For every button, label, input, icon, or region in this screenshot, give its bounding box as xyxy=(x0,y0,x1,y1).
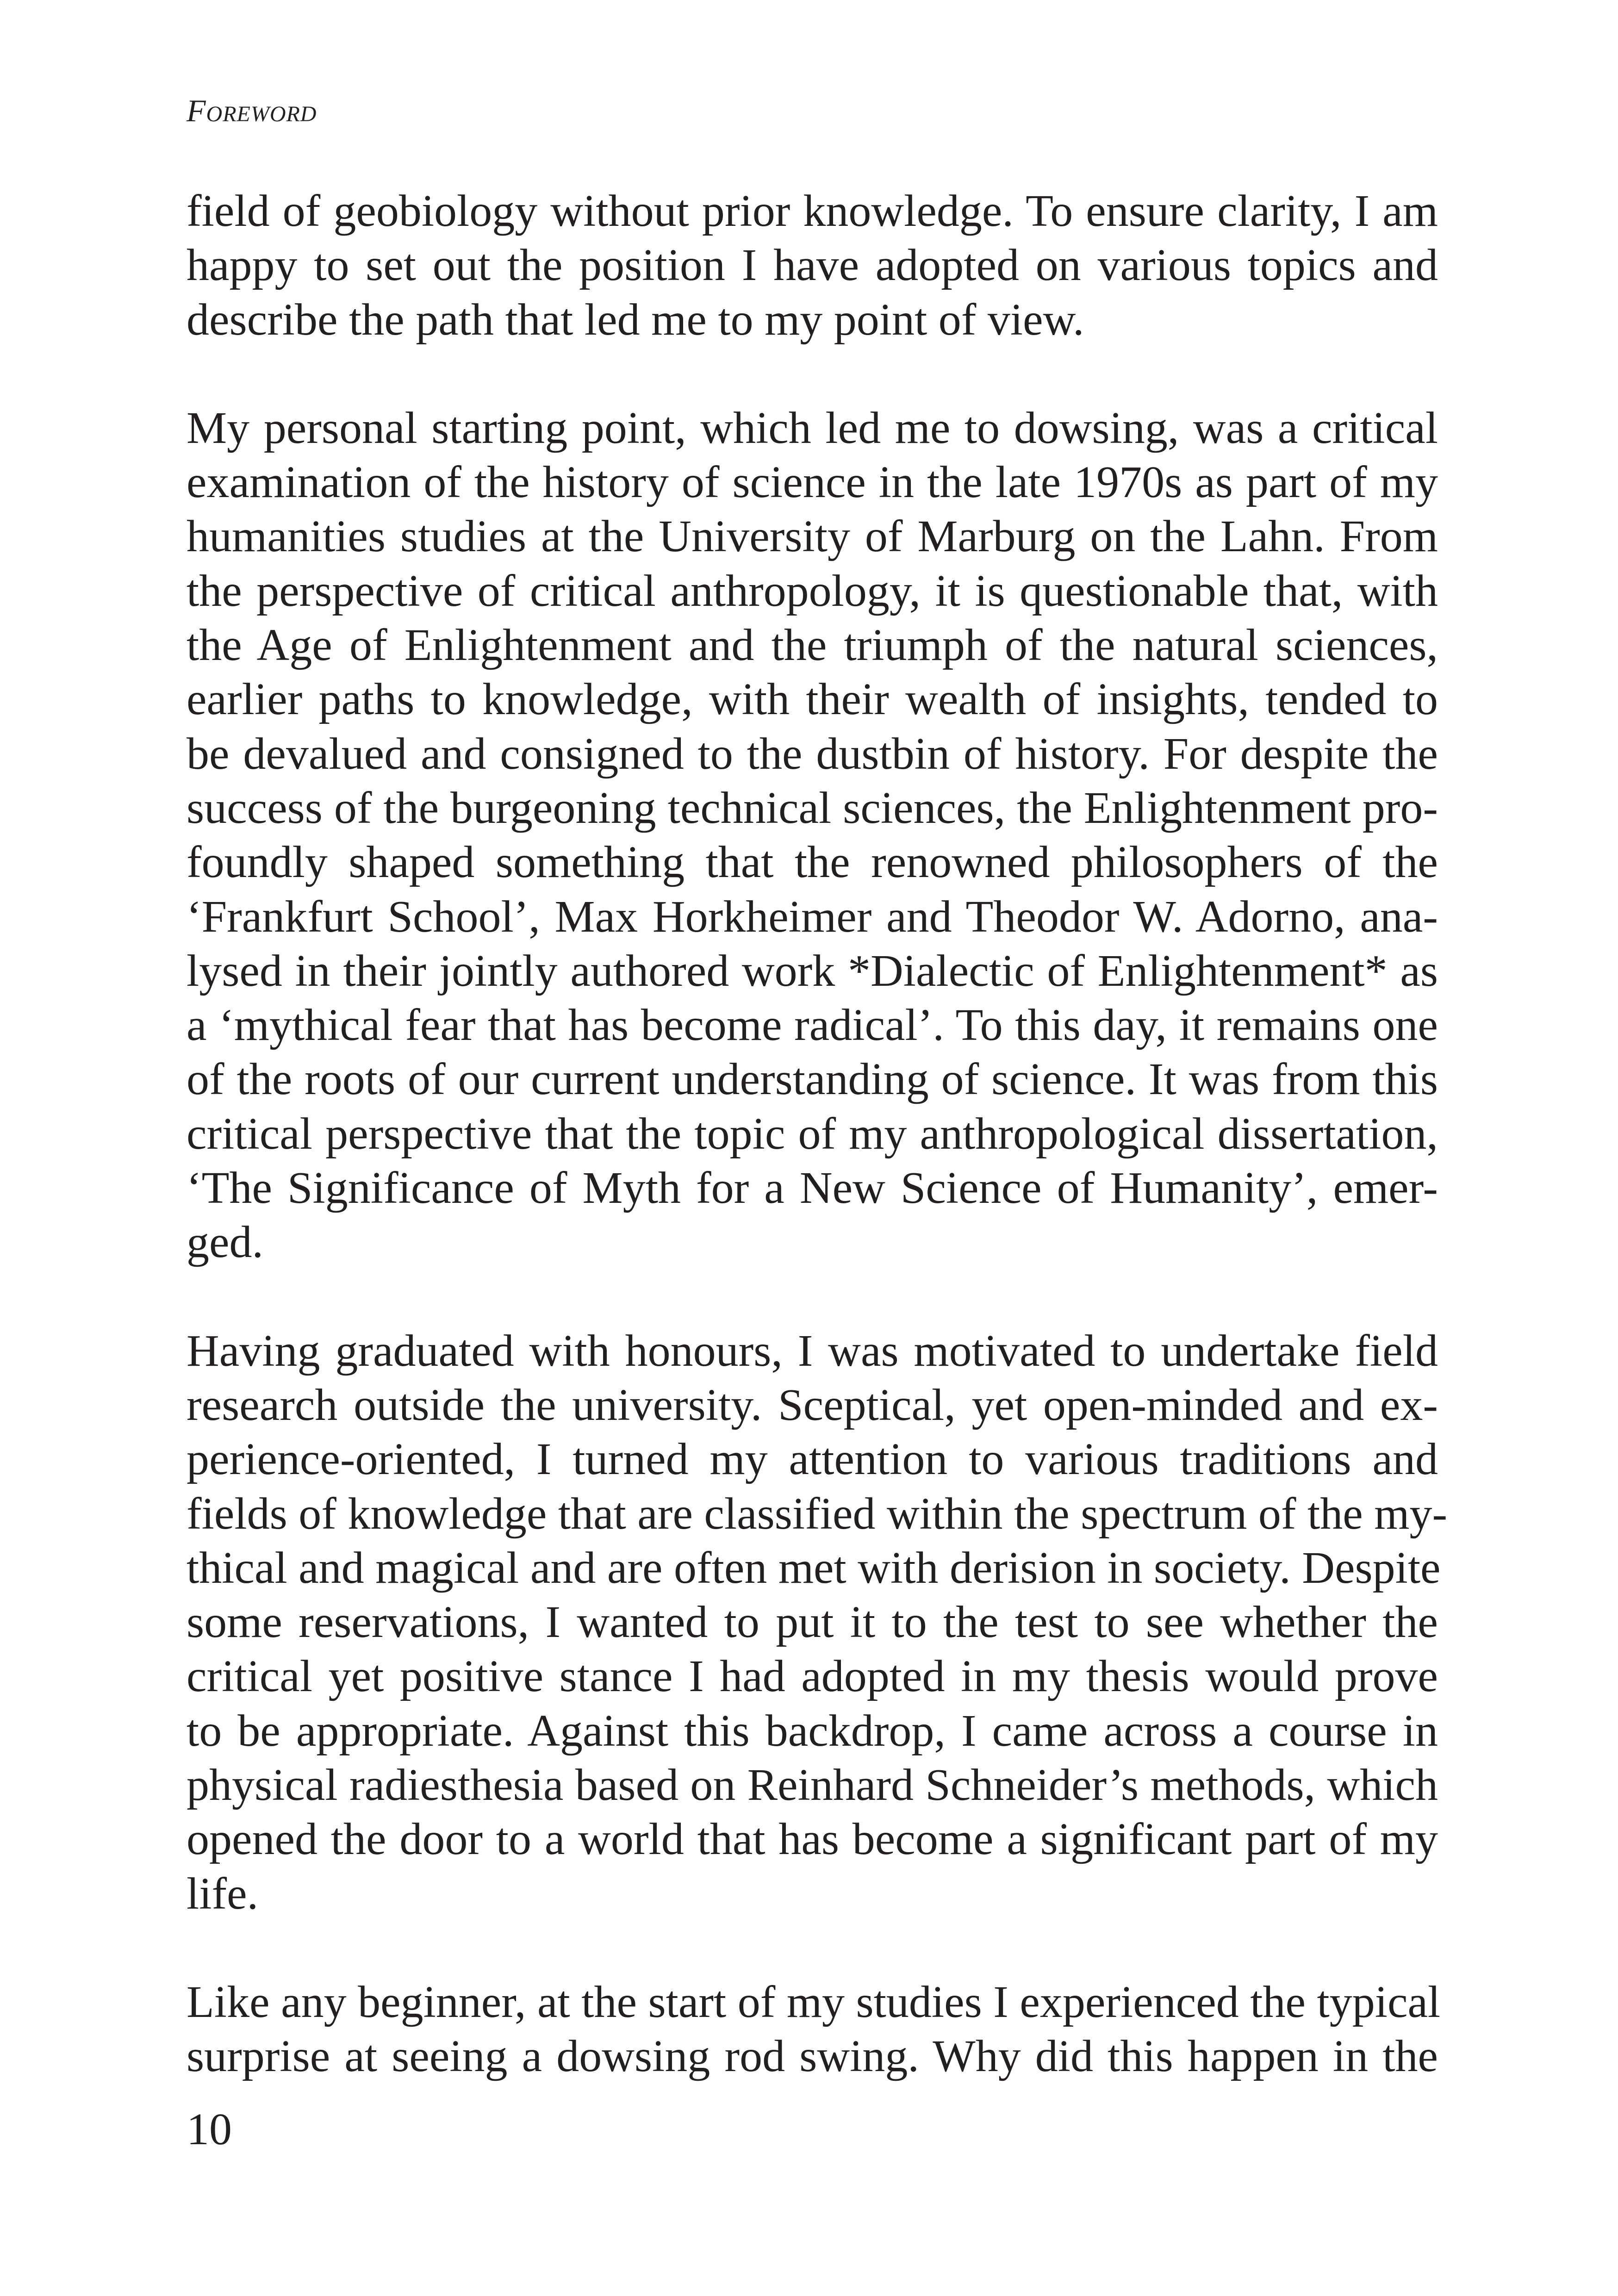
text-line: fields of knowledge that are classified within the spectrum of the my- xyxy=(187,1488,1448,1539)
text-line: lysed in their jointly authored work *Dialectic of Enlightenment* as xyxy=(187,946,1438,996)
text-line: success of the burgeoning technical sciences, the Enlightenment pro- xyxy=(187,783,1438,833)
text-line: a ‘mythical fear that has become radical’. To this day, it remains one xyxy=(187,1000,1438,1051)
paragraph xyxy=(187,184,1438,347)
text-line: describe the path that led me to my point of view. xyxy=(187,294,1084,345)
text-line: be devalued and consigned to the dustbin of history. For despite the xyxy=(187,728,1438,779)
text-line: humanities studies at the University of Marburg on the Lahn. From xyxy=(187,511,1438,562)
text-line: Like any beginner, at the start of my studies I experienced the typical xyxy=(187,1977,1441,2027)
text-line: life. xyxy=(187,1868,259,1919)
text-line: foundly shaped something that the renowned philosophers of the xyxy=(187,837,1438,888)
text-line: ‘The Significance of Myth for a New Science of Humanity’, emer- xyxy=(187,1163,1438,1213)
text-line: research outside the university. Sceptical, yet open-minded and ex- xyxy=(187,1380,1438,1430)
text-line: Having graduated with honours, I was motivated to undertake field xyxy=(187,1325,1438,1376)
text-line: the perspective of critical anthropology, it is questionable that, with xyxy=(187,566,1438,616)
text-line: physical radiesthesia based on Reinhard Schneider’s methods, which xyxy=(187,1760,1438,1811)
text-line: thical and magical and are often met with derision in society. Despite xyxy=(187,1543,1441,1593)
text-line: of the roots of our current understanding of science. It was from this xyxy=(187,1054,1438,1105)
text-line: opened the door to a world that has become a significant part of my xyxy=(187,1814,1438,1865)
paragraph xyxy=(187,1975,1441,2084)
text-line: ‘Frankfurt School’, Max Horkheimer and Theodor W. Adorno, ana- xyxy=(187,891,1438,942)
text-line: earlier paths to knowledge, with their wealth of insights, tended to xyxy=(187,674,1438,725)
text-line: the Age of Enlightenment and the triumph of the natural sciences, xyxy=(187,620,1438,671)
text-line: examination of the history of science in the late 1970s as part of my xyxy=(187,457,1438,508)
paragraph xyxy=(187,1324,1448,1921)
text-line: some reservations, I wanted to put it to the test to see whether the xyxy=(187,1597,1438,1648)
text-line: critical perspective that the topic of my anthropological dissertation, xyxy=(187,1108,1438,1159)
text-line: field of geobiology without prior knowledge. To ensure clarity, I am xyxy=(187,186,1438,236)
text-line: surprise at seeing a dowsing rod swing. Why did this happen in the xyxy=(187,2031,1438,2082)
body-text xyxy=(187,184,1448,2138)
paragraph xyxy=(187,401,1438,1270)
text-line: ged. xyxy=(187,1217,263,1268)
running-head: Foreword xyxy=(187,93,317,128)
text-line: My personal starting point, which led me to dowsing, was a critical xyxy=(187,403,1438,453)
text-line: happy to set out the position I have adopted on various topics and xyxy=(187,240,1438,291)
page-number: 10 xyxy=(187,2104,232,2154)
text-line: critical yet positive stance I had adopted in my thesis would prove xyxy=(187,1651,1438,1702)
text-line: to be appropriate. Against this backdrop, I came across a course in xyxy=(187,1705,1438,1756)
text-line: perience-oriented, I turned my attention to various traditions and xyxy=(187,1434,1438,1485)
